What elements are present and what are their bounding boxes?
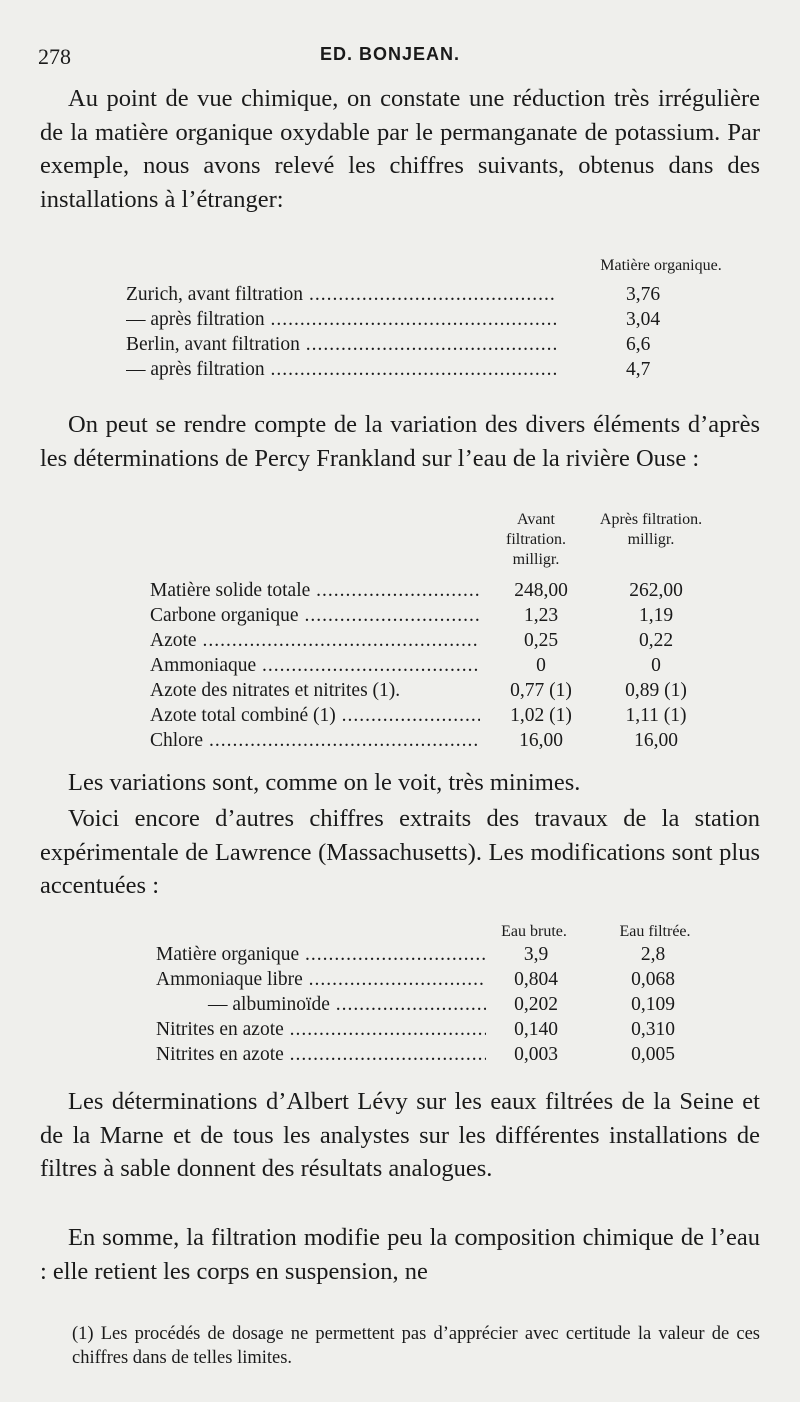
value-filtered: 2,8: [640, 944, 666, 965]
value-after: 262,00: [629, 580, 683, 601]
row-label: Azote des nitrates et nitrites (1).: [150, 680, 401, 701]
value-raw: 0,140: [514, 1019, 558, 1040]
table-row: [156, 944, 716, 969]
paragraph-frankland-intro: [40, 408, 760, 475]
value-raw: 3,9: [523, 944, 549, 965]
paragraph-text: Les déterminations d’Albert Lévy sur les eaux filtrées de la Seine et de la Marne et de tous les analystes sur les différentes installations de filtres à sable donnent des résultats analogues.: [40, 1088, 760, 1182]
value-filtered: 0,068: [631, 969, 675, 990]
running-head: ED. BONJEAN.: [320, 44, 461, 64]
row-label: Berlin, avant filtration .....: [126, 334, 556, 356]
value-raw: 0,804: [514, 969, 558, 990]
row-label: Nitrites en azote .....: [156, 1019, 486, 1041]
paragraph-lawrence-intro: [40, 802, 760, 903]
paragraph-conclusion: [40, 1221, 760, 1288]
paragraph-levy: [40, 1085, 760, 1186]
value-filtered: 0,109: [631, 994, 675, 1015]
table-row: [150, 630, 710, 655]
row-label: — après filtration .....: [126, 359, 556, 381]
table-row: [150, 705, 710, 730]
value-after: 0: [651, 655, 661, 676]
row-label: Azote .....: [150, 630, 480, 652]
value-before: 0,77 (1): [510, 680, 572, 701]
footnote-text: (1) Les procédés de dosage ne permettent pas d’apprécier avec certitude la valeur de ces chiffres dans de telles limites.: [72, 1324, 760, 1368]
row-label: Chlore .....: [150, 730, 480, 752]
value-before: 0: [536, 655, 546, 676]
row-value: 4,7: [626, 359, 651, 380]
row-value: 6,6: [626, 334, 651, 355]
value-before: 1,23: [523, 605, 559, 626]
table-row: [126, 284, 746, 309]
paragraph-text: On peut se rendre compte de la variation des divers éléments d’après les déterminations de Percy Frankland sur l’eau de la rivière Ouse :: [40, 411, 760, 472]
value-after: 0,89 (1): [625, 680, 687, 701]
row-label: — après filtration .....: [126, 309, 556, 331]
row-value: 3,76: [626, 284, 661, 305]
row-label: Matière solide totale .....: [150, 580, 480, 602]
paragraph-text: Au point de vue chimique, on constate une réduction très irrégulière de la matière organique oxydable par le permanganate de potassium. Par exemple, nous avons relevé les chiffres suivants, obtenus dans des installations à l’étranger:: [40, 85, 760, 213]
column-header-after: Après filtration. milligr.: [599, 511, 703, 548]
paragraph-variations: [40, 766, 760, 800]
column-header-before: Avant filtration. milligr.: [506, 511, 566, 568]
column-header-filtered: Eau filtrée.: [619, 923, 691, 940]
row-label: Nitrites en azote .....: [156, 1044, 486, 1066]
row-label: Azote total combiné (1) .....: [150, 705, 480, 727]
row-label: Zurich, avant filtration .....: [126, 284, 556, 306]
table-row: [150, 680, 710, 705]
table-row: [156, 1019, 716, 1044]
table-row: [150, 605, 710, 630]
value-before: 1,02 (1): [510, 705, 572, 726]
page-number: 278: [38, 44, 71, 69]
value-raw: 0,202: [514, 994, 558, 1015]
table-row: [156, 994, 716, 1019]
row-label: Matière organique .....: [156, 944, 486, 966]
table-row: [150, 655, 710, 680]
row-label: Ammoniaque libre .....: [156, 969, 486, 991]
paragraph-text: Voici encore d’autres chiffres extraits des travaux de la station expérimentale de Lawrence (Massachusetts). Les modifications sont plus accentuées :: [40, 805, 760, 899]
table-row: [126, 309, 746, 334]
value-filtered: 0,005: [631, 1044, 675, 1065]
row-label: Carbone organique .....: [150, 605, 480, 627]
row-value: 3,04: [626, 309, 661, 330]
value-before: 248,00: [514, 580, 568, 601]
table-row: [156, 969, 716, 994]
paragraph-text: En somme, la filtration modifie peu la composition chimique de l’eau : elle retient les corps en suspension, ne: [40, 1224, 760, 1285]
value-filtered: 0,310: [631, 1019, 675, 1040]
table-row: [126, 359, 746, 384]
value-before: 16,00: [519, 730, 563, 751]
footnote: [72, 1322, 760, 1370]
value-after: 16,00: [634, 730, 678, 751]
value-before: 0,25: [523, 630, 559, 651]
table-header: Matière organique.: [600, 257, 722, 274]
page-header: [38, 40, 778, 70]
value-after: 0,22: [638, 630, 674, 651]
value-after: 1,19: [638, 605, 674, 626]
column-header-raw: Eau brute.: [501, 923, 567, 940]
table-row: [126, 334, 746, 359]
table-row: [150, 580, 710, 605]
table-row: [156, 1044, 716, 1069]
paragraph-text: Les variations sont, comme on le voit, très minimes.: [68, 769, 581, 796]
value-raw: 0,003: [514, 1044, 558, 1065]
row-label: — albuminoïde .....: [156, 994, 486, 1016]
row-label: Ammoniaque .....: [150, 655, 480, 677]
paragraph-chemical-reduction: [40, 82, 760, 216]
table-row: [150, 730, 710, 755]
value-after: 1,11 (1): [625, 705, 687, 726]
